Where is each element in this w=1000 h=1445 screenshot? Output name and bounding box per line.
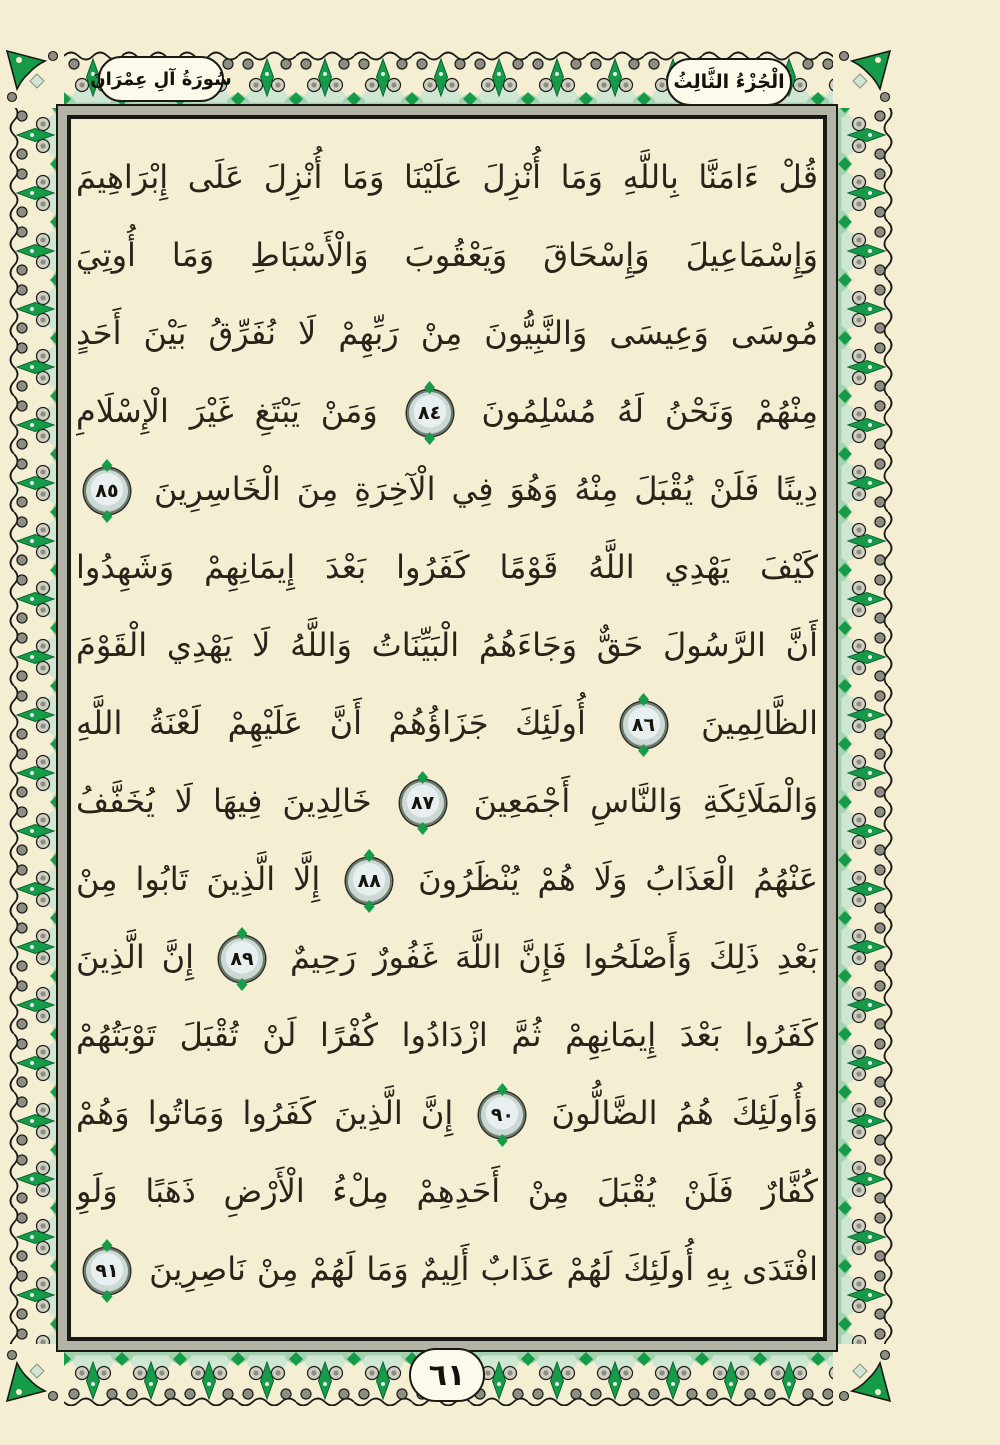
ayah-text: وَإِسْمَاعِيلَ وَإِسْحَاقَ وَيَعْقُوبَ وَالْأَسْبَاطِ وَمَا أُوتِيَ [76, 236, 818, 274]
ayah-text: أُولَئِكَ جَزَاؤُهُمْ أَنَّ عَلَيْهِمْ لَعْنَةُ اللَّهِ [76, 704, 586, 742]
ayah-text: وَالْمَلَائِكَةِ وَالنَّاسِ أَجْمَعِينَ [473, 782, 818, 820]
ayah-number: ٩١ [95, 1259, 119, 1282]
ayah-text: وَأُولَئِكَ هُمُ الضَّالُّونَ [551, 1094, 818, 1132]
quran-line-15 [76, 1230, 818, 1308]
juz-title: الْجُزْءُ الثَّالِثُ [673, 71, 785, 93]
surah-title-cartouche [90, 56, 232, 102]
juz-title-cartouche [666, 58, 792, 106]
border-corner-leaf-icon [833, 46, 895, 108]
quran-line-4 [76, 372, 818, 450]
page-number-cartouche [409, 1348, 485, 1402]
ayah-number: ٨٨ [357, 869, 381, 892]
ayah-text: مِنْهُمْ وَنَحْنُ لَهُ مُسْلِمُونَ [481, 392, 818, 430]
ayah-end-rosette-icon [84, 468, 130, 514]
quran-line-14 [76, 1152, 818, 1230]
ayah-text: خَالِدِينَ فِيهَا لَا يُخَفَّفُ [76, 782, 372, 820]
quran-line-10 [76, 840, 818, 918]
quran-line-9 [76, 762, 818, 840]
border-corner-leaf-icon [2, 46, 64, 108]
ayah-number: ٨٥ [95, 479, 119, 502]
ayah-end-rosette-icon [84, 1248, 130, 1294]
ayah-end-rosette-icon [400, 780, 446, 826]
quran-line-6 [76, 528, 818, 606]
quran-line-13 [76, 1074, 818, 1152]
ayah-text: كَيْفَ يَهْدِي اللَّهُ قَوْمًا كَفَرُوا بَعْدَ إِيمَانِهِمْ وَشَهِدُوا [76, 548, 818, 586]
ayah-text: بَعْدِ ذَلِكَ وَأَصْلَحُوا فَإِنَّ اللَّهَ غَفُورٌ رَحِيمٌ [289, 938, 818, 976]
ayah-text: افْتَدَى بِهِ أُولَئِكَ لَهُمْ عَذَابٌ أَلِيمٌ وَمَا لَهُمْ مِنْ نَاصِرِينَ [149, 1250, 818, 1288]
ayah-text: قُلْ ءَامَنَّا بِاللَّهِ وَمَا أُنْزِلَ عَلَيْنَا وَمَا أُنْزِلَ عَلَى إِبْرَاهِيمَ [76, 158, 818, 196]
ayah-text: مُوسَى وَعِيسَى وَالنَّبِيُّونَ مِنْ رَبِّهِمْ لَا نُفَرِّقُ بَيْنَ أَحَدٍ [76, 314, 818, 352]
ayah-text: الظَّالِمِينَ [701, 704, 818, 742]
ayah-number: ٨٦ [631, 713, 656, 736]
border-corner-leaf-icon [833, 1344, 895, 1406]
quran-line-3 [76, 294, 818, 372]
quran-line-5 [76, 450, 818, 528]
ayah-end-rosette-icon [346, 858, 392, 904]
ayah-text: إِلَّا الَّذِينَ تَابُوا مِنْ [76, 860, 321, 898]
ayah-end-rosette-icon [621, 702, 667, 748]
ayah-end-rosette-icon [479, 1092, 525, 1138]
ayah-end-rosette-icon [407, 390, 453, 436]
ayah-number: ٨٤ [418, 401, 442, 424]
border-ornament-right [838, 48, 894, 1406]
quran-line-8 [76, 684, 818, 762]
page-number: ٦١ [428, 1357, 466, 1393]
ayah-number: ٩٠ [490, 1103, 515, 1126]
quran-line-11 [76, 918, 818, 996]
border-ornament-left [6, 48, 56, 1406]
ayah-text: أَنَّ الرَّسُولَ حَقٌّ وَجَاءَهُمُ الْبَيِّنَاتُ وَاللَّهُ لَا يَهْدِي الْقَوْمَ [76, 626, 818, 664]
quran-line-7 [76, 606, 818, 684]
quran-text-area [76, 124, 818, 1332]
ayah-text: دِينًا فَلَنْ يُقْبَلَ مِنْهُ وَهُوَ فِي الْآخِرَةِ مِنَ الْخَاسِرِينَ [153, 470, 818, 508]
quran-line-1 [76, 138, 818, 216]
ayah-text: كُفَّارٌ فَلَنْ يُقْبَلَ مِنْ أَحَدِهِمْ مِلْءُ الْأَرْضِ ذَهَبًا وَلَوِ [76, 1172, 818, 1210]
ayah-end-rosette-icon [219, 936, 265, 982]
ayah-text: كَفَرُوا بَعْدَ إِيمَانِهِمْ ثُمَّ ازْدَادُوا كُفْرًا لَنْ تُقْبَلَ تَوْبَتُهُمْ [76, 1016, 818, 1054]
quran-line-12 [76, 996, 818, 1074]
ayah-number: ٨٩ [230, 947, 254, 970]
ayah-number: ٨٧ [411, 791, 435, 814]
quran-line-2 [76, 216, 818, 294]
ayah-text: إِنَّ الَّذِينَ [76, 938, 195, 976]
ayah-text: إِنَّ الَّذِينَ كَفَرُوا وَمَاتُوا وَهُمْ [76, 1094, 454, 1132]
surah-title: سُورَةُ آلِ عِمْرَانَ [90, 68, 232, 90]
border-corner-leaf-icon [2, 1344, 64, 1406]
ayah-text: وَمَنْ يَبْتَغِ غَيْرَ الْإِسْلَامِ [76, 392, 378, 430]
ayah-text: عَنْهُمُ الْعَذَابُ وَلَا هُمْ يُنْظَرُونَ [418, 860, 818, 898]
